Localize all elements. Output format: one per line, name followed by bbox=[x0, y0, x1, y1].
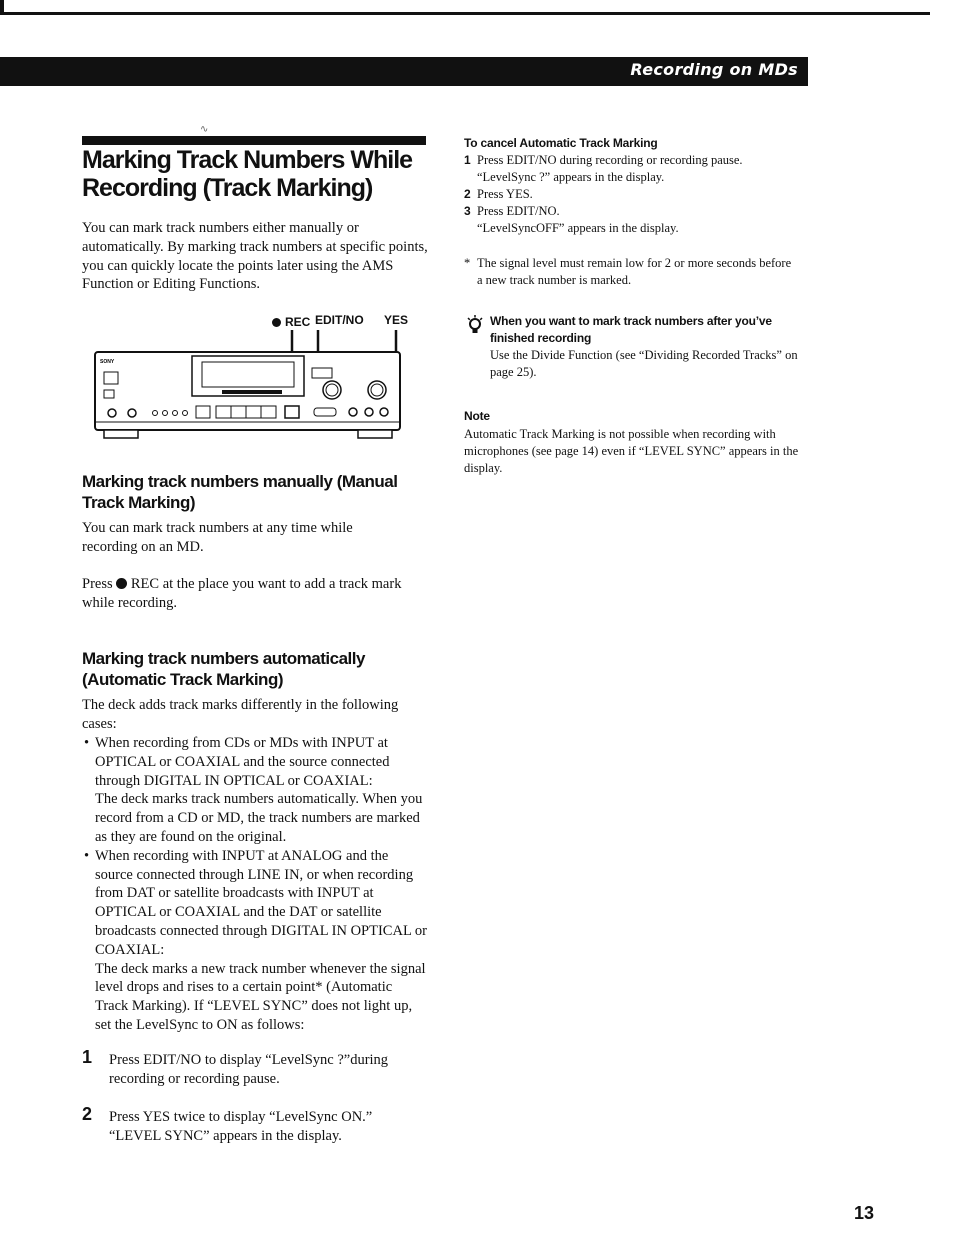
cancel-step bbox=[464, 152, 804, 186]
auto-heading: Marking track numbers automatically (Automatic Track Marking) bbox=[82, 649, 365, 689]
title-bar bbox=[82, 136, 426, 145]
manual-instruction-text: REC at the place you want to add a track mark while recording. bbox=[82, 576, 402, 611]
step-number: 3 bbox=[464, 204, 471, 218]
auto-intro: The deck adds track marks differently in the following cases: bbox=[82, 697, 399, 732]
note-heading: Note bbox=[464, 409, 490, 423]
step-text: Press EDIT/NO. bbox=[477, 204, 560, 218]
deck-figure bbox=[82, 312, 422, 447]
bullet-text: When recording from CDs or MDs with INPUT at OPTICAL or COAXIAL and the source connected through DIGITAL IN OPTICAL or COAXIAL: bbox=[95, 735, 390, 789]
step-text: Press EDIT/NO to display “LevelSync ?”during recording or recording pause. bbox=[109, 1052, 389, 1087]
section-header-band bbox=[0, 57, 808, 86]
cancel-steps bbox=[464, 152, 804, 237]
manual-press-text: Press bbox=[82, 576, 113, 592]
tip-heading: When you want to mark track numbers after you’ve finished recording bbox=[490, 314, 772, 345]
step-number: 1 bbox=[464, 153, 471, 167]
manual-heading: Marking track numbers manually (Manual Track Marking) bbox=[82, 472, 398, 512]
deck-illustration bbox=[82, 312, 422, 447]
bullet-subtext: The deck marks track numbers automatically. When you record from a CD or MD, the track numbers are marked as they are found on the original. bbox=[95, 791, 423, 845]
tip-text: Use the Divide Function (see “Dividing Recorded Tracks” on page 25). bbox=[490, 348, 798, 379]
bullet-subtext: The deck marks a new track number whenever the signal level drops and rises to a certain point* (Automatic Track Marking). If “LEVEL SYNC” does not light up, set the LevelSync to ON as follows: bbox=[95, 960, 426, 1033]
rec-label: REC bbox=[285, 315, 311, 329]
manual-paragraph-1: You can mark track numbers at any time while recording on an MD. bbox=[82, 520, 353, 555]
note-text: Automatic Track Marking is not possible when recording with microphones (see page 14) even if “LEVEL SYNC” appears in the display. bbox=[464, 427, 799, 475]
page-title: Marking Track Numbers While Recording (Track Marking) bbox=[82, 146, 413, 202]
cancel-step bbox=[464, 186, 804, 203]
step-text: Press YES. bbox=[477, 187, 533, 201]
yes-label: YES bbox=[384, 313, 409, 327]
rec-dot-icon bbox=[116, 578, 127, 589]
cancel-step bbox=[464, 203, 804, 237]
footnote-text: The signal level must remain low for 2 or more seconds before a new track number is marked. bbox=[477, 256, 792, 287]
brand-text: SONY bbox=[100, 359, 115, 365]
auto-bullet-list bbox=[82, 734, 427, 1035]
bullet-text: When recording with INPUT at ANALOG and the source connected through LINE IN, or when recording from DAT or satellite broadcasts with INPUT at OPTICAL or COAXIAL and the DAT or satellite broadcasts connected through DIGITAL IN OPTICAL or COAXIAL: bbox=[95, 847, 427, 958]
cancel-heading: To cancel Automatic Track Marking bbox=[464, 136, 658, 150]
step-text: Press EDIT/NO during recording or recording pause. bbox=[477, 153, 743, 167]
footnote-mark: * bbox=[464, 256, 471, 270]
auto-bullet-item bbox=[82, 734, 427, 847]
page-number: 13 bbox=[853, 1203, 874, 1223]
step-subtext: “LevelSync ?” appears in the display. bbox=[477, 170, 665, 184]
manual-paragraph-2 bbox=[82, 575, 427, 613]
step-subtext: “LevelSyncOFF” appears in the display. bbox=[477, 221, 679, 235]
editno-label: EDIT/NO bbox=[315, 313, 364, 327]
lightbulb-icon bbox=[466, 315, 486, 337]
intro-paragraph: You can mark track numbers either manually or automatically. By marking track numbers at specific points, you can quickly locate the points later using the AMS Function or Editing Functions. bbox=[82, 220, 428, 293]
auto-step-2 bbox=[82, 1104, 392, 1146]
auto-step-1 bbox=[82, 1047, 412, 1089]
auto-bullet-item bbox=[82, 847, 427, 1035]
top-rule bbox=[0, 12, 930, 15]
step-number: 2 bbox=[464, 187, 471, 201]
footnote bbox=[464, 255, 794, 289]
tip-block bbox=[464, 313, 814, 381]
step-number: 2 bbox=[82, 1104, 93, 1124]
step-number: 1 bbox=[82, 1047, 93, 1067]
section-title: Recording on MDs bbox=[630, 60, 798, 79]
scan-mark: ∿ bbox=[200, 124, 209, 135]
step-text: Press YES twice to display “LevelSync ON.” “LEVEL SYNC” appears in the display. bbox=[109, 1109, 373, 1144]
